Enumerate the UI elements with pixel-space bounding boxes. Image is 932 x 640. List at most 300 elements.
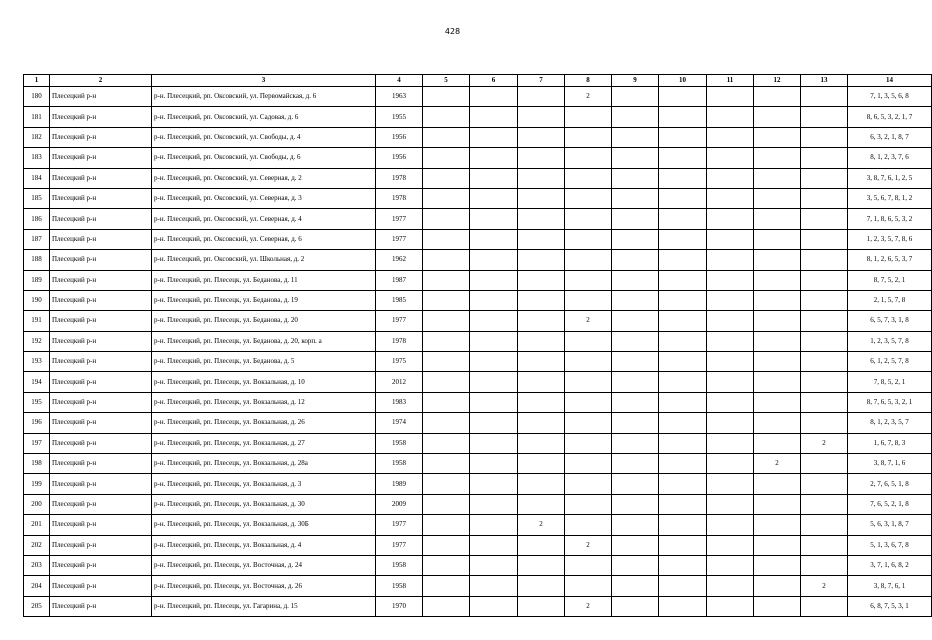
year-cell: 1977 <box>376 311 423 331</box>
district-cell: Плесецкий р-н <box>50 555 152 575</box>
year-cell: 1958 <box>376 433 423 453</box>
col12-cell <box>754 413 801 433</box>
col12-cell <box>754 392 801 412</box>
address-cell: р-н. Плесецкий, рп. Оксовский, ул. Садовая, д. 6 <box>152 107 376 127</box>
col11-cell <box>707 372 754 392</box>
address-cell: р-н. Плесецкий, рп. Плесецк, ул. Вокзальная, д. 12 <box>152 392 376 412</box>
col8-cell <box>565 494 612 514</box>
col6-cell <box>470 87 518 107</box>
column-header: 11 <box>707 75 754 87</box>
district-cell: Плесецкий р-н <box>50 433 152 453</box>
row-number-cell: 189 <box>24 270 50 290</box>
col5-cell <box>423 372 470 392</box>
col6-cell <box>470 515 518 535</box>
col9-cell <box>612 311 659 331</box>
col11-cell <box>707 494 754 514</box>
col5-cell <box>423 270 470 290</box>
col12-cell <box>754 107 801 127</box>
col13-cell <box>801 87 848 107</box>
address-cell: р-н. Плесецкий, рп. Плесецк, ул. Вокзальная, д. 30Б <box>152 515 376 535</box>
col11-cell <box>707 433 754 453</box>
col11-cell <box>707 311 754 331</box>
column-header: 2 <box>50 75 152 87</box>
col10-cell <box>659 270 707 290</box>
table-row <box>24 576 932 596</box>
table-body <box>24 87 932 617</box>
col10-cell <box>659 209 707 229</box>
col11-cell <box>707 270 754 290</box>
address-cell: р-н. Плесецкий, рп. Плесецк, ул. Гагарина, д. 15 <box>152 596 376 616</box>
col13-cell <box>801 413 848 433</box>
year-cell: 1977 <box>376 229 423 249</box>
col11-cell <box>707 392 754 412</box>
table-row <box>24 372 932 392</box>
col9-cell <box>612 555 659 575</box>
col12-cell <box>754 168 801 188</box>
district-cell: Плесецкий р-н <box>50 474 152 494</box>
col14-cell: 3, 8, 7, 6, 1, 2, 5 <box>848 168 932 188</box>
col5-cell <box>423 576 470 596</box>
col14-cell: 6, 5, 7, 3, 1, 8 <box>848 311 932 331</box>
table-row <box>24 311 932 331</box>
col9-cell <box>612 87 659 107</box>
year-cell: 1962 <box>376 250 423 270</box>
col5-cell <box>423 188 470 208</box>
row-number-cell: 200 <box>24 494 50 514</box>
col7-cell <box>518 311 565 331</box>
district-cell: Плесецкий р-н <box>50 576 152 596</box>
col10-cell <box>659 87 707 107</box>
col8-cell <box>565 372 612 392</box>
year-cell: 1970 <box>376 596 423 616</box>
row-number-cell: 196 <box>24 413 50 433</box>
col13-cell <box>801 188 848 208</box>
year-cell: 1977 <box>376 209 423 229</box>
district-cell: Плесецкий р-н <box>50 413 152 433</box>
col11-cell <box>707 352 754 372</box>
address-cell: р-н. Плесецкий, рп. Плесецк, ул. Беданова, д. 20 <box>152 311 376 331</box>
row-number-cell: 188 <box>24 250 50 270</box>
col13-cell <box>801 270 848 290</box>
col6-cell <box>470 107 518 127</box>
col5-cell <box>423 494 470 514</box>
col8-cell <box>565 454 612 474</box>
year-cell: 1955 <box>376 107 423 127</box>
col13-cell <box>801 596 848 616</box>
district-cell: Плесецкий р-н <box>50 250 152 270</box>
col9-cell <box>612 107 659 127</box>
year-cell: 1956 <box>376 127 423 147</box>
col14-cell: 6, 3, 2, 1, 8, 7 <box>848 127 932 147</box>
col6-cell <box>470 168 518 188</box>
year-cell: 1987 <box>376 270 423 290</box>
col5-cell <box>423 352 470 372</box>
col6-cell <box>470 474 518 494</box>
col9-cell <box>612 433 659 453</box>
col5-cell <box>423 148 470 168</box>
address-cell: р-н. Плесецкий, рп. Оксовский, ул. Свободы, д. 4 <box>152 127 376 147</box>
col9-cell <box>612 290 659 310</box>
col7-cell <box>518 555 565 575</box>
col14-cell: 1, 2, 3, 5, 7, 8 <box>848 331 932 351</box>
col8-cell <box>565 270 612 290</box>
col12-cell <box>754 311 801 331</box>
year-cell: 1975 <box>376 352 423 372</box>
col10-cell <box>659 433 707 453</box>
col5-cell <box>423 311 470 331</box>
col10-cell <box>659 596 707 616</box>
column-header: 6 <box>470 75 518 87</box>
row-number-cell: 197 <box>24 433 50 453</box>
col6-cell <box>470 535 518 555</box>
table-row <box>24 270 932 290</box>
page-number: 428 <box>444 27 461 36</box>
col11-cell <box>707 331 754 351</box>
col8-cell <box>565 413 612 433</box>
col14-cell: 6, 8, 7, 5, 3, 1 <box>848 596 932 616</box>
col13-cell <box>801 107 848 127</box>
col10-cell <box>659 413 707 433</box>
col13-cell <box>801 290 848 310</box>
year-cell: 1978 <box>376 331 423 351</box>
col6-cell <box>470 576 518 596</box>
column-header: 10 <box>659 75 707 87</box>
col8-cell <box>565 433 612 453</box>
col8-cell <box>565 127 612 147</box>
row-number-cell: 193 <box>24 352 50 372</box>
district-cell: Плесецкий р-н <box>50 270 152 290</box>
col6-cell <box>470 433 518 453</box>
year-cell: 1985 <box>376 290 423 310</box>
table-row <box>24 209 932 229</box>
col12-cell <box>754 209 801 229</box>
col7-cell <box>518 372 565 392</box>
col5-cell <box>423 515 470 535</box>
address-cell: р-н. Плесецкий, рп. Оксовский, ул. Школьная, д. 2 <box>152 250 376 270</box>
col6-cell <box>470 311 518 331</box>
col9-cell <box>612 148 659 168</box>
col9-cell <box>612 229 659 249</box>
col9-cell <box>612 515 659 535</box>
table-row <box>24 87 932 107</box>
table-row <box>24 107 932 127</box>
year-cell: 1977 <box>376 515 423 535</box>
col9-cell <box>612 474 659 494</box>
col5-cell <box>423 209 470 229</box>
district-cell: Плесецкий р-н <box>50 454 152 474</box>
year-cell: 2012 <box>376 372 423 392</box>
district-cell: Плесецкий р-н <box>50 209 152 229</box>
col5-cell <box>423 413 470 433</box>
col9-cell <box>612 331 659 351</box>
address-cell: р-н. Плесецкий, рп. Плесецк, ул. Беданова, д. 5 <box>152 352 376 372</box>
col8-cell <box>565 290 612 310</box>
col12-cell <box>754 555 801 575</box>
col12-cell <box>754 87 801 107</box>
district-cell: Плесецкий р-н <box>50 148 152 168</box>
col10-cell <box>659 515 707 535</box>
district-cell: Плесецкий р-н <box>50 372 152 392</box>
column-header: 9 <box>612 75 659 87</box>
col13-cell <box>801 392 848 412</box>
col6-cell <box>470 270 518 290</box>
col5-cell <box>423 107 470 127</box>
row-number-cell: 191 <box>24 311 50 331</box>
col9-cell <box>612 168 659 188</box>
col7-cell <box>518 148 565 168</box>
col8-cell <box>565 352 612 372</box>
col7-cell <box>518 535 565 555</box>
table-row <box>24 290 932 310</box>
col7-cell <box>518 290 565 310</box>
col10-cell <box>659 555 707 575</box>
col6-cell <box>470 250 518 270</box>
table-row <box>24 413 932 433</box>
col11-cell <box>707 148 754 168</box>
col12-cell <box>754 250 801 270</box>
col13-cell <box>801 331 848 351</box>
col14-cell: 8, 6, 5, 3, 2, 1, 7 <box>848 107 932 127</box>
col5-cell <box>423 127 470 147</box>
col6-cell <box>470 290 518 310</box>
col7-cell <box>518 352 565 372</box>
table-row <box>24 474 932 494</box>
column-header: 14 <box>848 75 932 87</box>
address-cell: р-н. Плесецкий, рп. Оксовский, ул. Северная, д. 4 <box>152 209 376 229</box>
col7-cell <box>518 596 565 616</box>
table-row <box>24 127 932 147</box>
col14-cell: 3, 8, 7, 6, 1 <box>848 576 932 596</box>
column-header: 5 <box>423 75 470 87</box>
col14-cell: 8, 1, 2, 6, 5, 3, 7 <box>848 250 932 270</box>
col12-cell <box>754 474 801 494</box>
district-cell: Плесецкий р-н <box>50 494 152 514</box>
row-number-cell: 180 <box>24 87 50 107</box>
col10-cell <box>659 311 707 331</box>
table-row <box>24 555 932 575</box>
column-header: 8 <box>565 75 612 87</box>
table-row <box>24 250 932 270</box>
district-cell: Плесецкий р-н <box>50 107 152 127</box>
col9-cell <box>612 535 659 555</box>
col5-cell <box>423 290 470 310</box>
col14-cell: 8, 7, 6, 5, 3, 2, 1 <box>848 392 932 412</box>
col14-cell: 8, 1, 2, 3, 5, 7 <box>848 413 932 433</box>
col8-cell <box>565 188 612 208</box>
col7-cell <box>518 87 565 107</box>
col7-cell <box>518 392 565 412</box>
col11-cell <box>707 127 754 147</box>
row-number-cell: 182 <box>24 127 50 147</box>
col14-cell: 2, 7, 6, 5, 1, 8 <box>848 474 932 494</box>
col8-cell <box>565 576 612 596</box>
col7-cell <box>518 188 565 208</box>
col8-cell <box>565 392 612 412</box>
col11-cell <box>707 596 754 616</box>
column-header: 3 <box>152 75 376 87</box>
col10-cell <box>659 107 707 127</box>
col9-cell <box>612 270 659 290</box>
row-number-cell: 187 <box>24 229 50 249</box>
col12-cell <box>754 148 801 168</box>
district-cell: Плесецкий р-н <box>50 392 152 412</box>
col6-cell <box>470 188 518 208</box>
col13-cell <box>801 474 848 494</box>
col6-cell <box>470 596 518 616</box>
col10-cell <box>659 494 707 514</box>
address-cell: р-н. Плесецкий, рп. Оксовский, ул. Первомайская, д. 6 <box>152 87 376 107</box>
col9-cell <box>612 392 659 412</box>
col7-cell <box>518 433 565 453</box>
col10-cell <box>659 250 707 270</box>
col14-cell: 8, 1, 2, 3, 7, 6 <box>848 148 932 168</box>
year-cell: 1956 <box>376 148 423 168</box>
col13-cell: 2 <box>801 576 848 596</box>
col8-cell <box>565 250 612 270</box>
col9-cell <box>612 250 659 270</box>
col7-cell <box>518 494 565 514</box>
col13-cell <box>801 311 848 331</box>
col12-cell <box>754 535 801 555</box>
col11-cell <box>707 454 754 474</box>
table-row <box>24 535 932 555</box>
col6-cell <box>470 454 518 474</box>
col9-cell <box>612 372 659 392</box>
col5-cell <box>423 392 470 412</box>
col8-cell: 2 <box>565 596 612 616</box>
row-number-cell: 201 <box>24 515 50 535</box>
col14-cell: 8, 7, 5, 2, 1 <box>848 270 932 290</box>
col10-cell <box>659 148 707 168</box>
year-cell: 1989 <box>376 474 423 494</box>
table-row <box>24 168 932 188</box>
col5-cell <box>423 535 470 555</box>
district-cell: Плесецкий р-н <box>50 352 152 372</box>
address-cell: р-н. Плесецкий, рп. Плесецк, ул. Вокзальная, д. 27 <box>152 433 376 453</box>
row-number-cell: 181 <box>24 107 50 127</box>
row-number-cell: 205 <box>24 596 50 616</box>
col5-cell <box>423 250 470 270</box>
col6-cell <box>470 127 518 147</box>
col14-cell: 1, 6, 7, 8, 3 <box>848 433 932 453</box>
col14-cell: 6, 1, 2, 5, 7, 8 <box>848 352 932 372</box>
col10-cell <box>659 290 707 310</box>
row-number-cell: 204 <box>24 576 50 596</box>
table-row <box>24 352 932 372</box>
col12-cell: 2 <box>754 454 801 474</box>
col12-cell <box>754 494 801 514</box>
col9-cell <box>612 494 659 514</box>
col12-cell <box>754 433 801 453</box>
col11-cell <box>707 474 754 494</box>
col10-cell <box>659 454 707 474</box>
col6-cell <box>470 352 518 372</box>
col7-cell <box>518 127 565 147</box>
row-number-cell: 203 <box>24 555 50 575</box>
col7-cell <box>518 454 565 474</box>
district-cell: Плесецкий р-н <box>50 188 152 208</box>
column-header: 13 <box>801 75 848 87</box>
col5-cell <box>423 331 470 351</box>
row-number-cell: 194 <box>24 372 50 392</box>
col8-cell <box>565 148 612 168</box>
col12-cell <box>754 576 801 596</box>
year-cell: 1958 <box>376 555 423 575</box>
col10-cell <box>659 188 707 208</box>
col11-cell <box>707 290 754 310</box>
col5-cell <box>423 87 470 107</box>
row-number-cell: 184 <box>24 168 50 188</box>
district-cell: Плесецкий р-н <box>50 331 152 351</box>
year-cell: 1978 <box>376 168 423 188</box>
col14-cell: 7, 8, 5, 2, 1 <box>848 372 932 392</box>
header-row <box>24 75 932 87</box>
col6-cell <box>470 494 518 514</box>
col6-cell <box>470 209 518 229</box>
row-number-cell: 186 <box>24 209 50 229</box>
address-cell: р-н. Плесецкий, рп. Плесецк, ул. Вокзальная, д. 3 <box>152 474 376 494</box>
col13-cell <box>801 454 848 474</box>
col12-cell <box>754 352 801 372</box>
table-row <box>24 331 932 351</box>
row-number-cell: 192 <box>24 331 50 351</box>
year-cell: 2009 <box>376 494 423 514</box>
col6-cell <box>470 413 518 433</box>
col14-cell: 3, 5, 6, 7, 8, 1, 2 <box>848 188 932 208</box>
col11-cell <box>707 107 754 127</box>
col7-cell <box>518 168 565 188</box>
district-cell: Плесецкий р-н <box>50 535 152 555</box>
year-cell: 1958 <box>376 576 423 596</box>
col14-cell: 3, 7, 1, 6, 8, 2 <box>848 555 932 575</box>
col10-cell <box>659 576 707 596</box>
col6-cell <box>470 392 518 412</box>
col13-cell <box>801 372 848 392</box>
col10-cell <box>659 168 707 188</box>
col9-cell <box>612 127 659 147</box>
address-cell: р-н. Плесецкий, рп. Оксовский, ул. Северная, д. 6 <box>152 229 376 249</box>
col12-cell <box>754 372 801 392</box>
col10-cell <box>659 127 707 147</box>
col12-cell <box>754 290 801 310</box>
col10-cell <box>659 535 707 555</box>
col7-cell <box>518 270 565 290</box>
col14-cell: 5, 6, 3, 1, 8, 7 <box>848 515 932 535</box>
col12-cell <box>754 188 801 208</box>
col9-cell <box>612 454 659 474</box>
col8-cell: 2 <box>565 535 612 555</box>
row-number-cell: 198 <box>24 454 50 474</box>
data-table <box>23 74 932 617</box>
col6-cell <box>470 148 518 168</box>
col11-cell <box>707 535 754 555</box>
col10-cell <box>659 352 707 372</box>
address-cell: р-н. Плесецкий, рп. Плесецк, ул. Беданова, д. 11 <box>152 270 376 290</box>
year-cell: 1978 <box>376 188 423 208</box>
col12-cell <box>754 229 801 249</box>
address-cell: р-н. Плесецкий, рп. Плесецк, ул. Вокзальная, д. 30 <box>152 494 376 514</box>
table-row <box>24 494 932 514</box>
col5-cell <box>423 229 470 249</box>
district-cell: Плесецкий р-н <box>50 290 152 310</box>
col9-cell <box>612 352 659 372</box>
col14-cell: 7, 1, 3, 5, 6, 8 <box>848 87 932 107</box>
col7-cell <box>518 209 565 229</box>
row-number-cell: 185 <box>24 188 50 208</box>
col11-cell <box>707 576 754 596</box>
col14-cell: 7, 6, 5, 2, 1, 8 <box>848 494 932 514</box>
col9-cell <box>612 188 659 208</box>
